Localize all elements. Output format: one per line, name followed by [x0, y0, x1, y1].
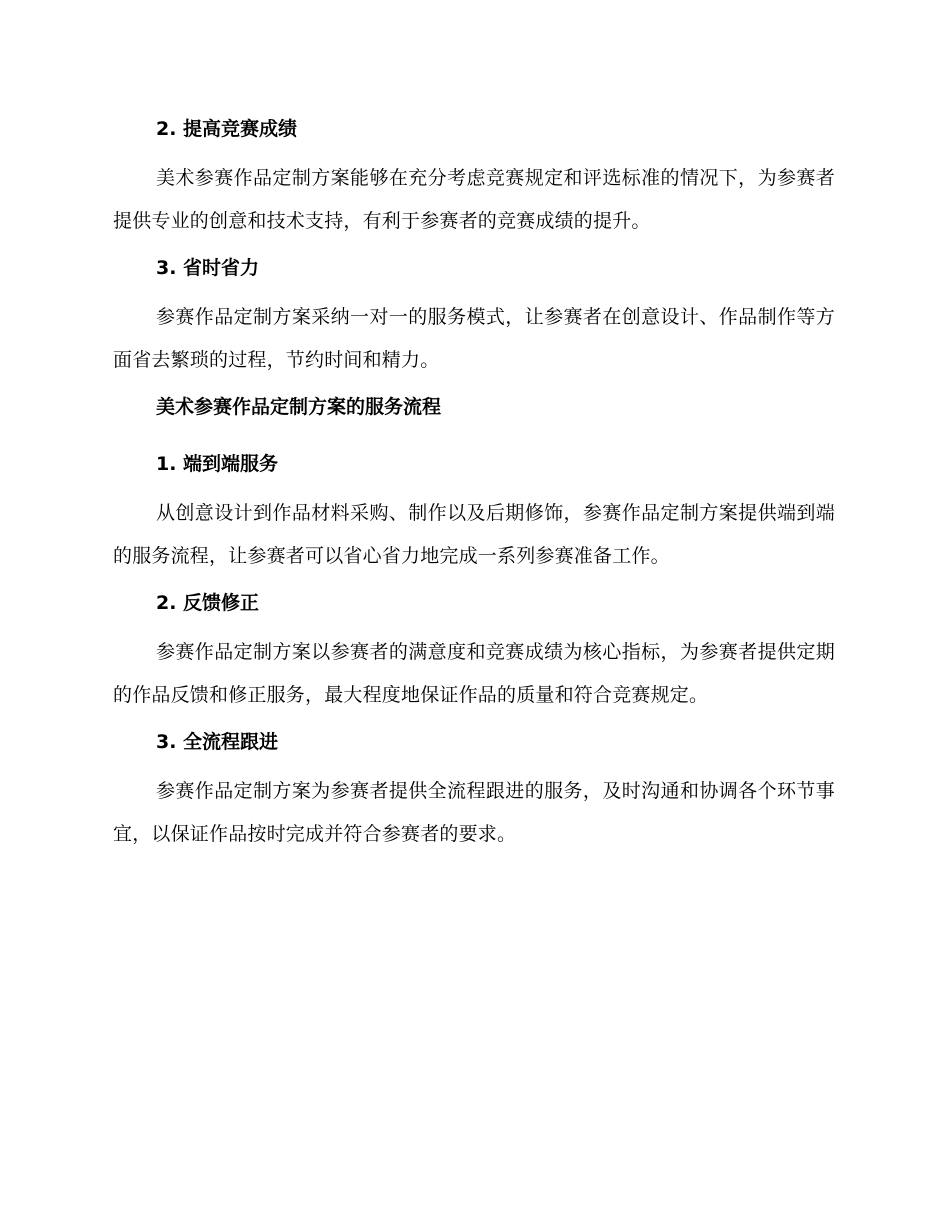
- section-heading-feedback: 2. 反馈修正: [156, 592, 260, 614]
- section-heading-end-to-end: 1. 端到端服务: [156, 453, 279, 475]
- section-paragraph-feedback: 参赛作品定制方案以参赛者的满意度和竞赛成绩为核心指标，为参赛者提供定期的作品反馈和修正服务，最大程度地保证作品的质量和符合竞赛规定。: [113, 641, 835, 706]
- section-paragraph-improve-results: 美术参赛作品定制方案能够在充分考虑竞赛规定和评选标准的情况下，为参赛者提供专业的创意和技术支持，有利于参赛者的竞赛成绩的提升。: [113, 167, 835, 232]
- section-paragraph-full-follow-up: 参赛作品定制方案为参赛者提供全流程跟进的服务，及时沟通和协调各个环节事宜，以保证作品按时完成并符合参赛者的要求。: [113, 780, 835, 845]
- section-heading-save-time: 3. 省时省力: [156, 257, 260, 279]
- document-page: [113, 113, 835, 856]
- section-paragraph-save-time: 参赛作品定制方案采纳一对一的服务模式，让参赛者在创意设计、作品制作等方面省去繁琐的过程，节约时间和精力。: [113, 306, 835, 371]
- section-paragraph-end-to-end: 从创意设计到作品材料采购、制作以及后期修饰，参赛作品定制方案提供端到端的服务流程，让参赛者可以省心省力地完成一系列参赛准备工作。: [113, 502, 835, 567]
- section-heading-improve-results: 2. 提高竞赛成绩: [156, 118, 298, 140]
- section-heading-full-follow-up: 3. 全流程跟进: [156, 731, 279, 753]
- section-heading-service-process: 美术参赛作品定制方案的服务流程: [156, 396, 442, 418]
